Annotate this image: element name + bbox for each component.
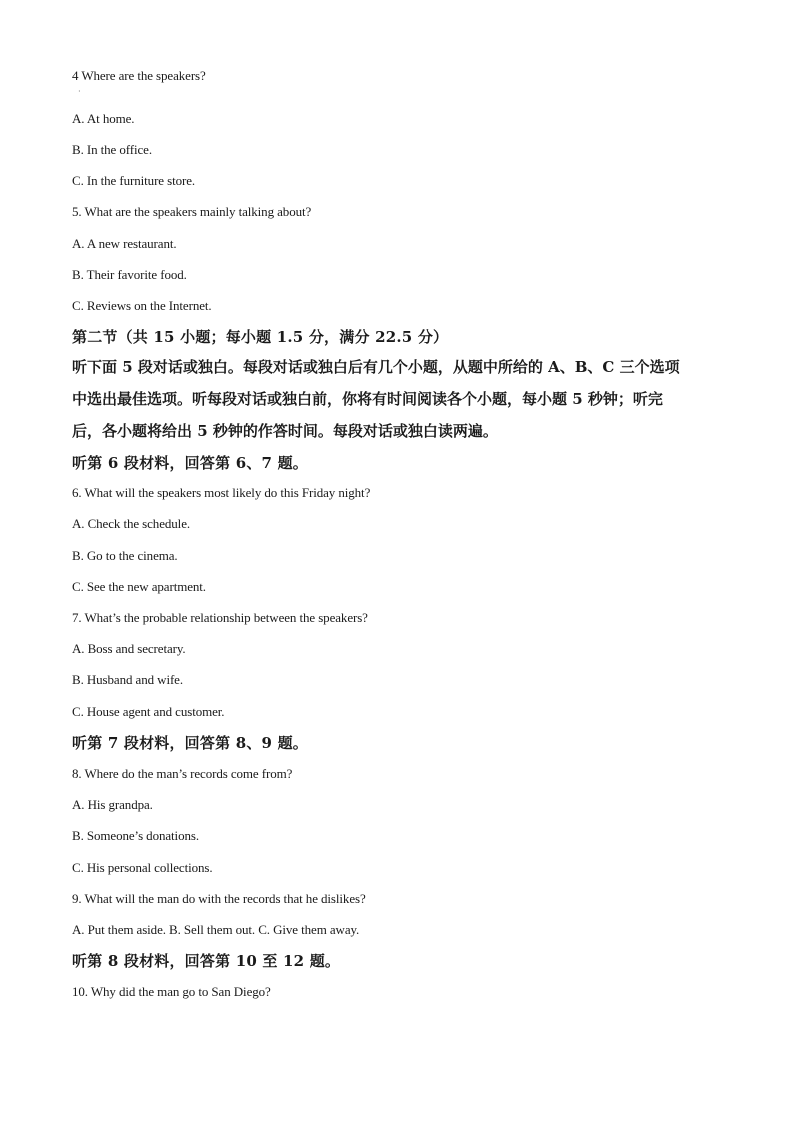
q4-option-b: B. In the office. bbox=[72, 142, 153, 157]
q6-option-a: A. Check the schedule. bbox=[72, 516, 191, 531]
instruction-line-1: 听下面 5 段对话或独白。每段对话或独白后有几个小题，从题中所给的 A、B、C 三个选项 bbox=[72, 358, 680, 376]
q5-option-b: B. Their favorite food. bbox=[72, 267, 187, 282]
q5-option-a: A. A new restaurant. bbox=[72, 236, 177, 251]
group-7-heading: 听第 7 段材料，回答第 8、9 题。 bbox=[72, 734, 309, 752]
group-8-heading: 听第 8 段材料，回答第 10 至 12 题。 bbox=[72, 952, 341, 970]
question-6: 6. What will the speakers most likely do this Friday night? bbox=[72, 485, 371, 500]
instruction-line-2: 中选出最佳选项。听每段对话或独白前，你将有时间阅读各个小题，每小题 5 秒钟；听完 bbox=[72, 390, 663, 408]
question-7: 7. What’s the probable relationship between the speakers? bbox=[72, 610, 368, 625]
group-6-heading: 听第 6 段材料，回答第 6、7 题。 bbox=[72, 454, 309, 472]
instruction-line-3: 后，各小题将给出 5 秒钟的作答时间。每段对话或独白读两遍。 bbox=[72, 422, 498, 440]
q5-option-c: C. Reviews on the Internet. bbox=[72, 298, 212, 313]
q7-option-b: B. Husband and wife. bbox=[72, 672, 184, 687]
q8-option-a: A. His grandpa. bbox=[72, 797, 153, 812]
question-4: 4 Where are the speakers? bbox=[72, 68, 206, 83]
q7-option-a: A. Boss and secretary. bbox=[72, 641, 186, 656]
question-9: 9. What will the man do with the records that he dislikes? bbox=[72, 891, 366, 906]
q8-option-c: C. His personal collections. bbox=[72, 860, 213, 875]
q8-option-b: B. Someone’s donations. bbox=[72, 828, 199, 843]
question-10: 10. Why did the man go to San Diego? bbox=[72, 984, 271, 999]
q9-options: A. Put them aside. B. Sell them out. C. Give them away. bbox=[72, 922, 360, 937]
question-8: 8. Where do the man’s records come from? bbox=[72, 766, 293, 781]
q7-option-c: C. House agent and customer. bbox=[72, 704, 225, 719]
q4-option-a: A. At home. bbox=[72, 111, 135, 126]
q4-option-c: C. In the furniture store. bbox=[72, 173, 196, 188]
question-5: 5. What are the speakers mainly talking about? bbox=[72, 204, 312, 219]
section-2-title: 第二节（共 15 小题；每小题 1.5 分，满分 22.5 分） bbox=[72, 328, 449, 346]
q6-option-b: B. Go to the cinema. bbox=[72, 548, 178, 563]
stray-dot-mark: · bbox=[78, 87, 81, 96]
q6-option-c: C. See the new apartment. bbox=[72, 579, 206, 594]
